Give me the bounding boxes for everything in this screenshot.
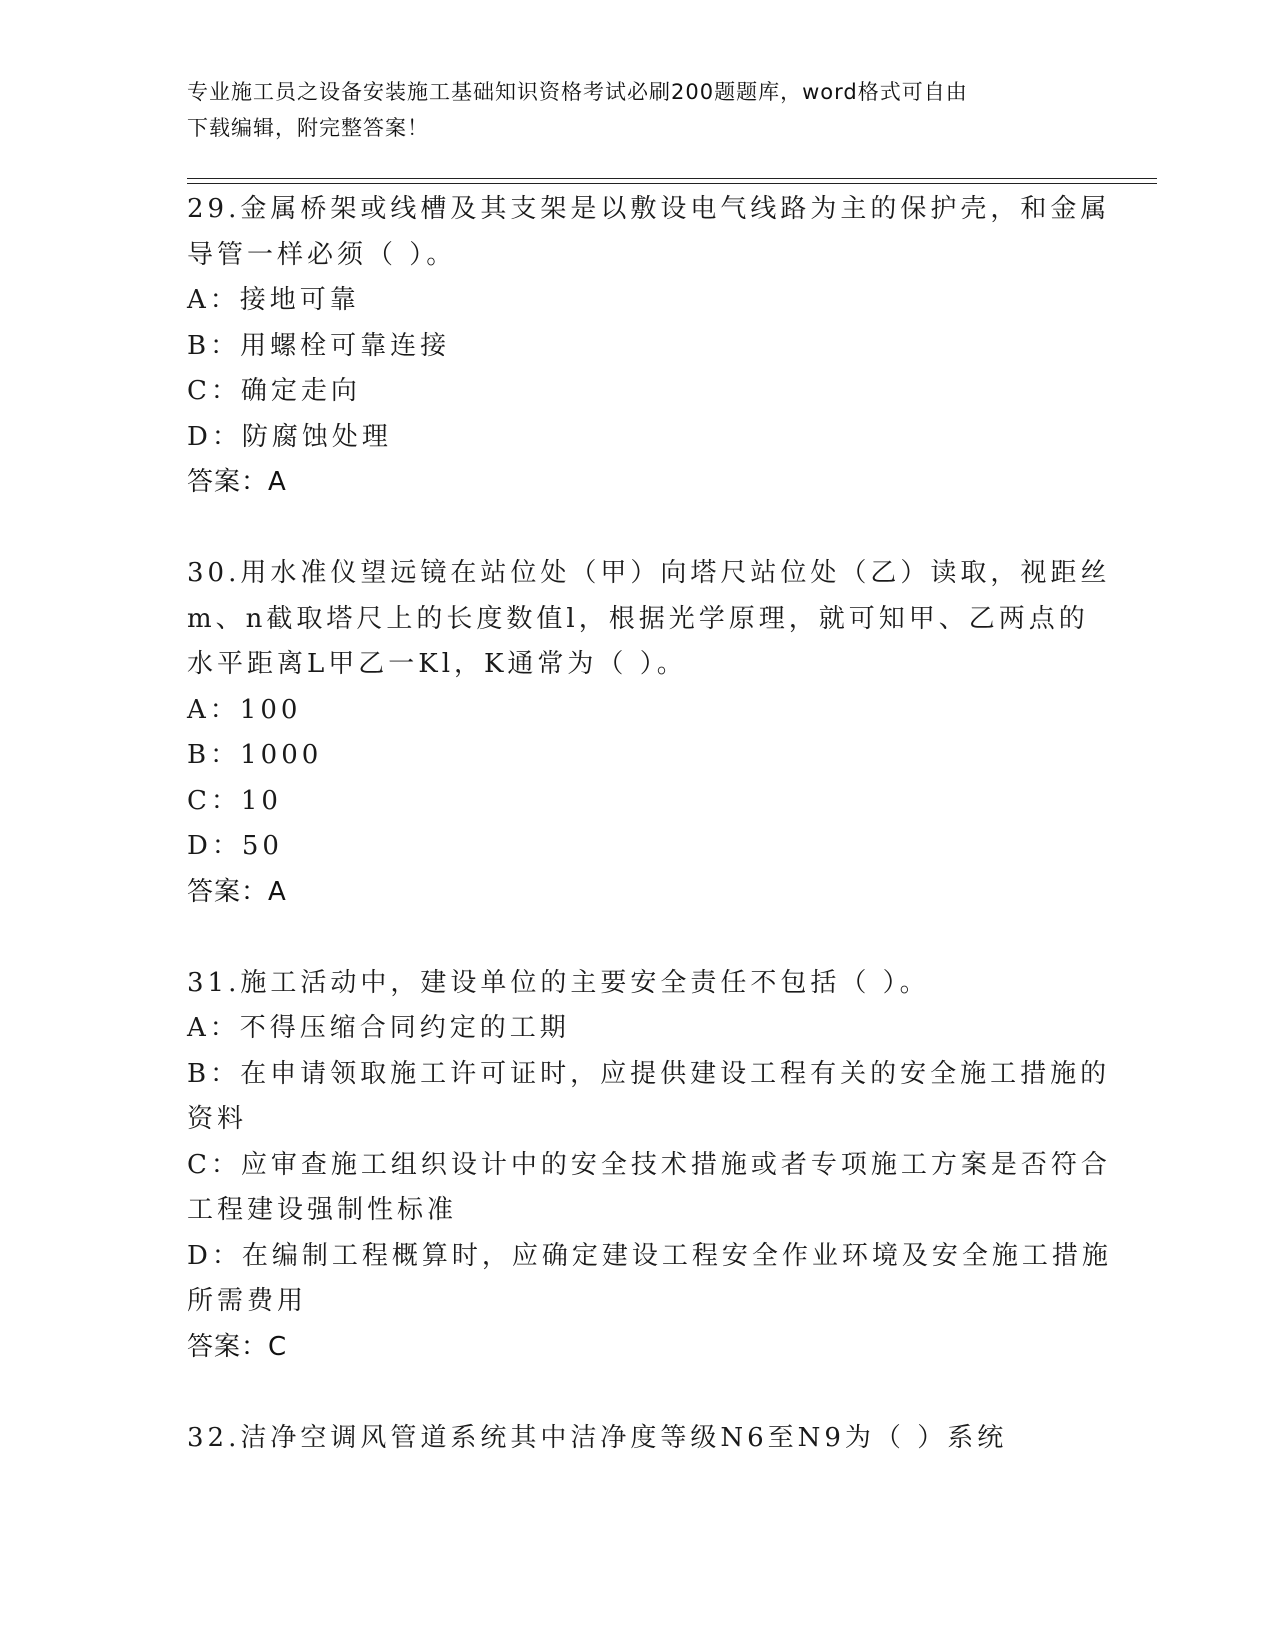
- answer-line: 答案：A: [187, 876, 287, 907]
- answer-line: 答案：A: [187, 467, 287, 497]
- option-c: C：应审查施工组织设计中的安全技术措施或者专项施工方案是否符合: [187, 1149, 1111, 1180]
- option-b-continued: 资料: [187, 1104, 248, 1134]
- question-stem-line: 30.用水准仪望远镜在站位处（甲）向塔尺站位处（乙）读取，视距丝: [187, 558, 1111, 588]
- question-stem-line: 31.施工活动中，建设单位的主要安全责任不包括（ ）。: [187, 967, 930, 998]
- question-spacer: [187, 506, 1087, 552]
- option-d: D：在编制工程概算时，应确定建设工程安全作业环境及安全施工措施: [187, 1240, 1112, 1271]
- option-a: A：接地可靠: [187, 285, 360, 315]
- option-c-continued: 工程建设强制性标准: [187, 1195, 458, 1225]
- question-stem-line: 水平距离L甲乙一Kl，K通常为（ ）。: [187, 649, 687, 679]
- option-b: B：在申请领取施工许可证时，应提供建设工程有关的安全施工措施的: [187, 1058, 1111, 1089]
- question-list: [187, 187, 1112, 1461]
- question-spacer: [187, 1370, 1087, 1416]
- option-d: D：防腐蚀处理: [187, 421, 392, 452]
- question-stem-line: m、n截取塔尺上的长度数值l，根据光学原理，就可知甲、乙两点的: [187, 603, 1089, 634]
- header-divider-top: [187, 178, 1157, 179]
- document-header: [187, 74, 1067, 146]
- answer-line: 答案：C: [187, 1331, 288, 1362]
- option-d-continued: 所需费用: [187, 1286, 308, 1316]
- question-30: [187, 551, 1111, 915]
- option-b: B：1000: [187, 740, 323, 770]
- header-line-1: 专业施工员之设备安装施工基础知识资格考试必刷200题题库，word格式可自由: [187, 80, 968, 104]
- header-line-2: 下载编辑，附完整答案！: [187, 116, 429, 140]
- option-a: A：不得压缩合同约定的工期: [187, 1013, 570, 1043]
- option-c: C：确定走向: [187, 376, 361, 406]
- option-a: A：100: [187, 694, 302, 725]
- header-divider-bottom: [187, 183, 1157, 184]
- option-c: C：10: [187, 785, 282, 816]
- question-32: [187, 1416, 1087, 1462]
- question-spacer: [187, 915, 1087, 961]
- question-stem-line: 导管一样必须（ ）。: [187, 239, 457, 270]
- question-29: [187, 187, 1111, 506]
- option-b: B：用螺栓可靠连接: [187, 330, 451, 361]
- question-31: [187, 961, 1112, 1371]
- option-d: D：50: [187, 831, 283, 861]
- question-stem-line: 29.金属桥架或线槽及其支架是以敷设电气线路为主的保护壳，和金属: [187, 194, 1111, 224]
- question-stem-line: 32.洁净空调风管道系统其中洁净度等级N6至N9为（ ）系统: [187, 1422, 1008, 1453]
